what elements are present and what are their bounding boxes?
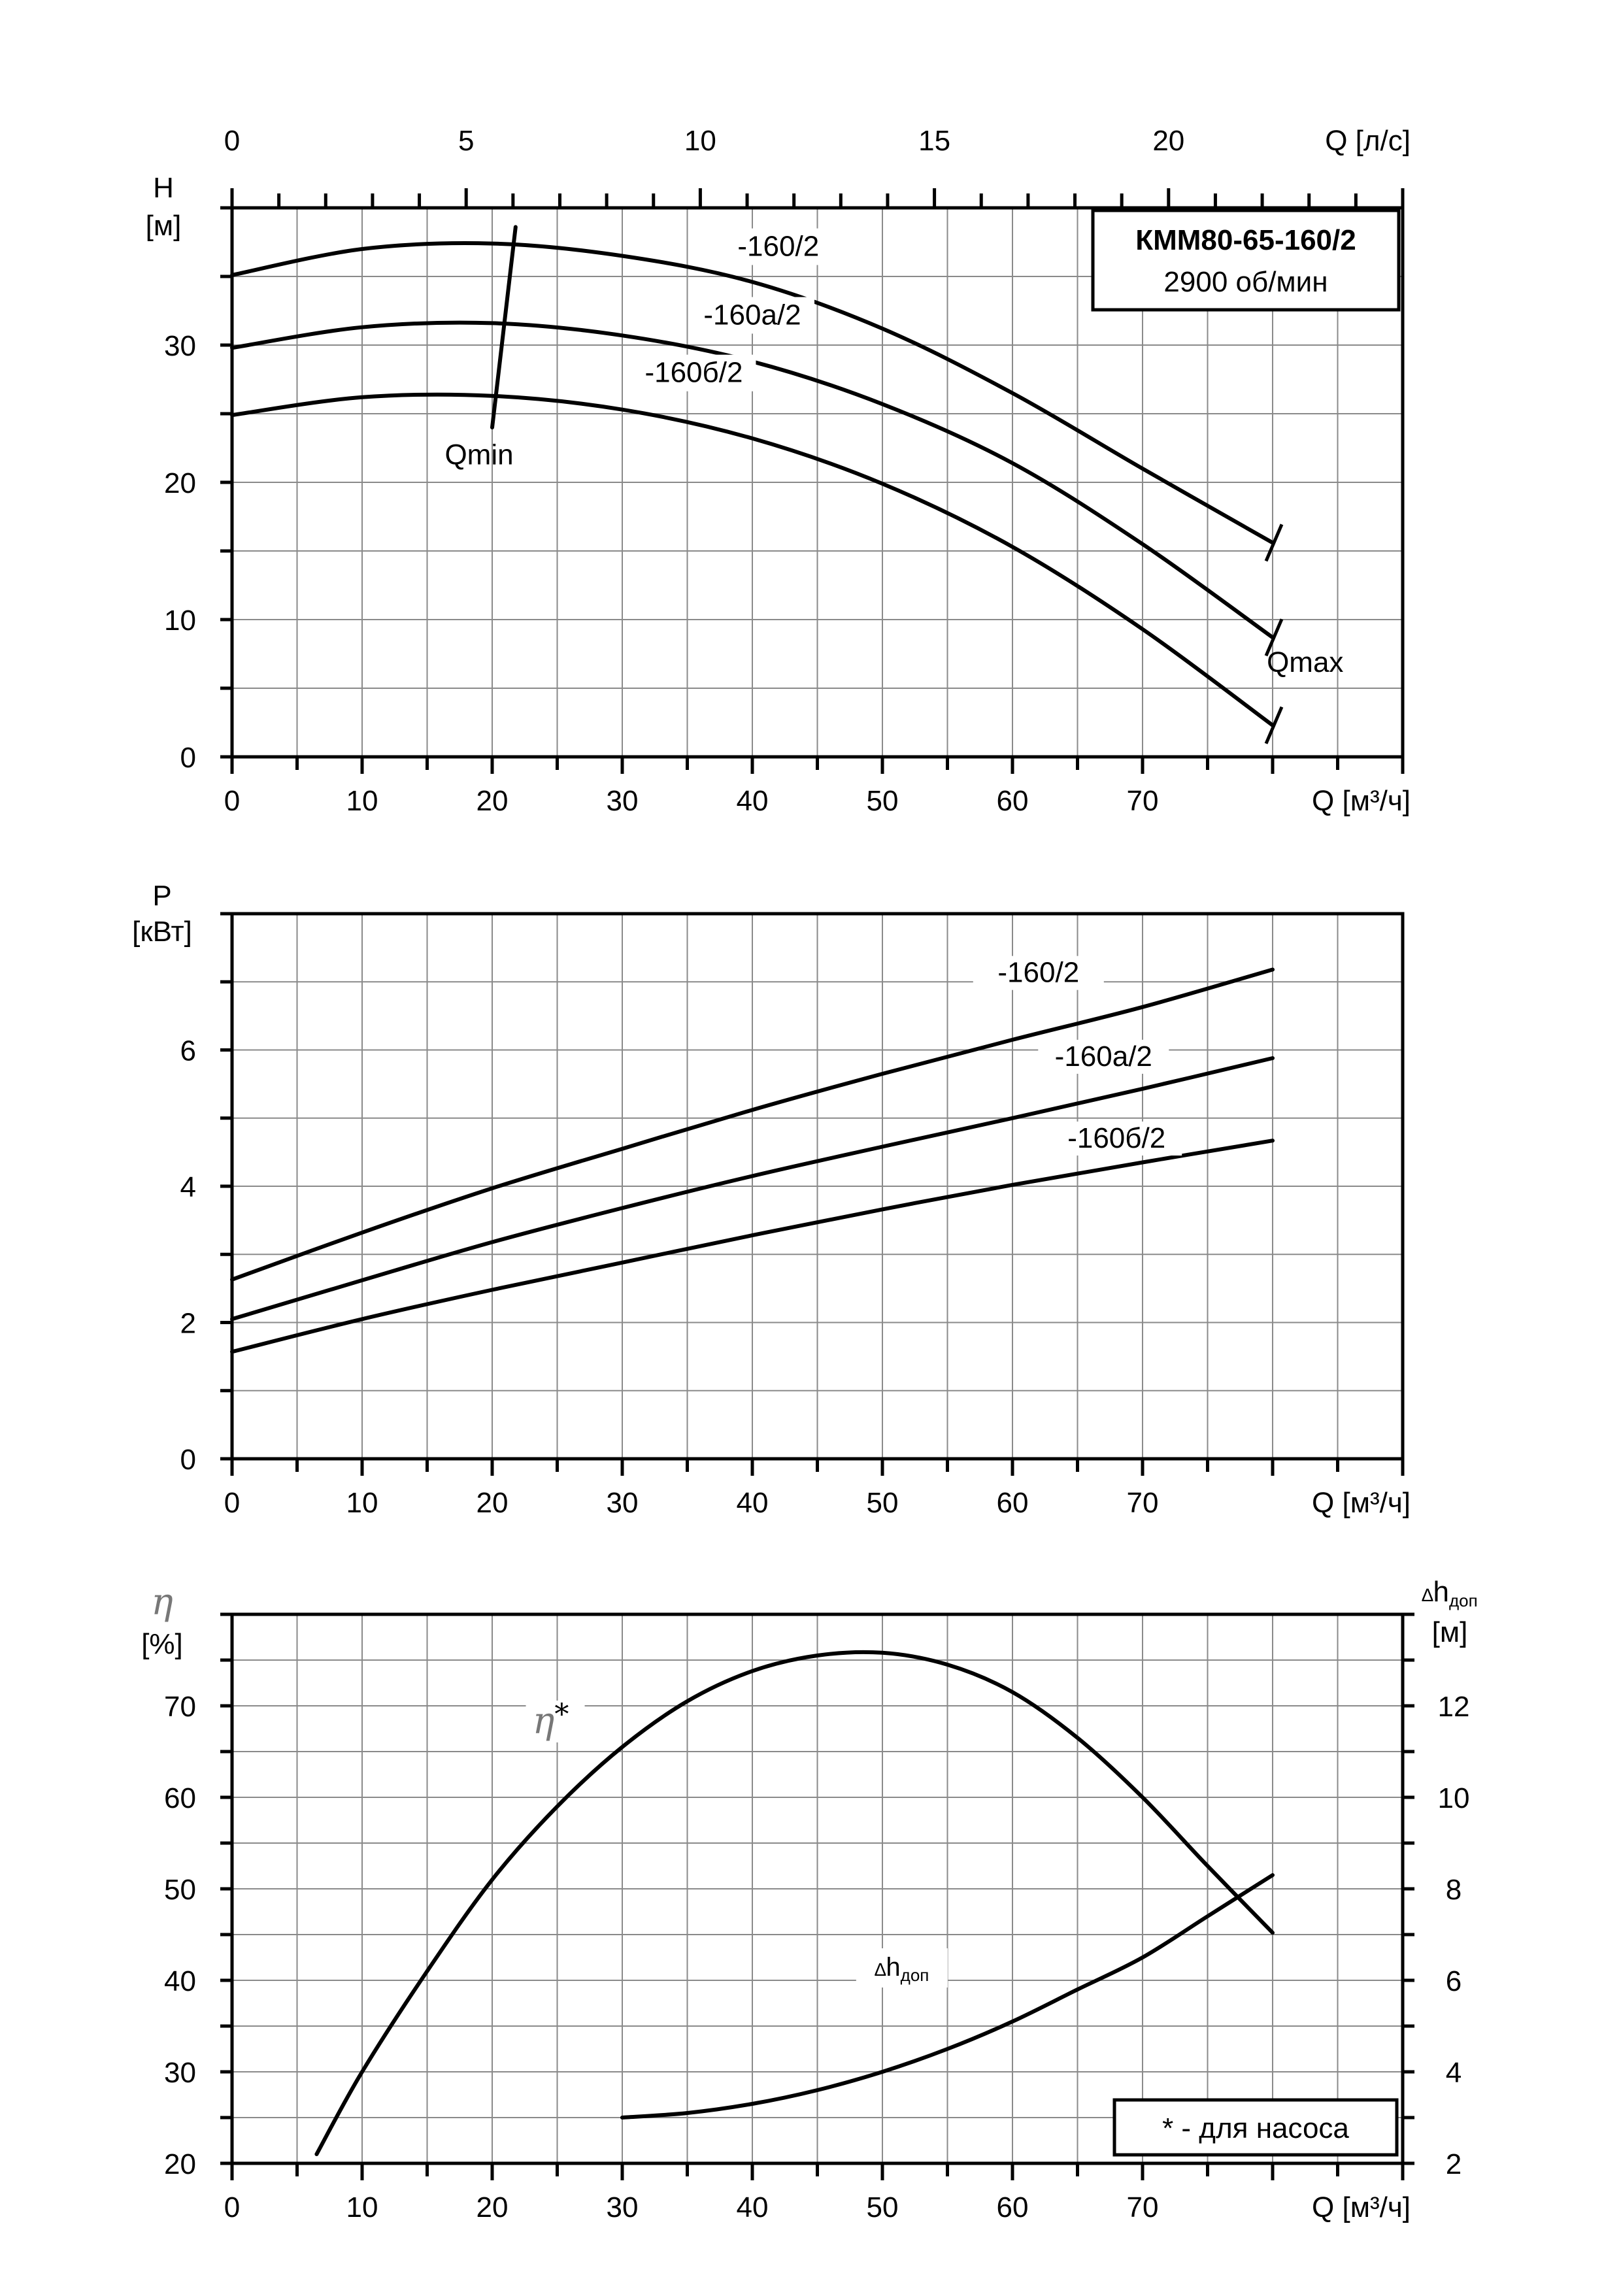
- y-axis-unit: [кВт]: [132, 916, 192, 948]
- y-tick-label: 30: [164, 330, 196, 362]
- panel-3: [141, 1576, 1477, 2223]
- y-tick-label: 4: [180, 1171, 196, 1203]
- y-tick-label: 0: [180, 742, 196, 774]
- qmin-label: Qmin: [444, 439, 514, 471]
- speed-label: 2900 об/мин: [1163, 266, 1328, 298]
- y-tick-label: 10: [164, 605, 196, 637]
- y-tick-label: 20: [164, 2148, 196, 2180]
- top-tick-label: 10: [684, 125, 716, 157]
- series-label: -160а/2: [703, 299, 801, 331]
- x-axis-label: Q [м³/ч]: [1312, 785, 1411, 817]
- x-tick-label: 50: [866, 1487, 899, 1519]
- x-tick-label: 10: [346, 2191, 378, 2223]
- series-label: -160/2: [997, 956, 1080, 989]
- y-tick-label: 0: [180, 1444, 196, 1476]
- x-tick-label: 30: [606, 1487, 639, 1519]
- y-axis-unit: [%]: [141, 1628, 183, 1660]
- y-tick-label: 40: [164, 1965, 196, 1997]
- note-text: * - для насоса: [1162, 2112, 1349, 2144]
- x-tick-label: 10: [346, 785, 378, 817]
- qmax-mark: [1266, 707, 1282, 744]
- y-axis-label: H: [153, 172, 174, 204]
- qmax-label: Qmax: [1267, 646, 1344, 678]
- y-tick-label: 6: [180, 1035, 196, 1067]
- y-tick-label: 70: [164, 1691, 196, 1723]
- x-tick-label: 40: [736, 785, 769, 817]
- x-tick-label: 40: [736, 1487, 769, 1519]
- top-tick-label: 20: [1152, 125, 1185, 157]
- x-tick-label: 40: [736, 2191, 769, 2223]
- top-tick-label: 0: [224, 125, 241, 157]
- y-axis-label: P: [152, 880, 172, 912]
- series-label: ∆hдоп: [875, 1953, 929, 1985]
- y-right-tick-label: 12: [1437, 1691, 1470, 1723]
- series-label: -160б/2: [1067, 1122, 1166, 1155]
- y-tick-label: 20: [164, 467, 196, 499]
- x-tick-label: 70: [1126, 1487, 1159, 1519]
- x-tick-label: 60: [996, 2191, 1029, 2223]
- series-label: -160а/2: [1054, 1040, 1152, 1073]
- x-tick-label: 30: [606, 785, 639, 817]
- y-right-tick-label: 6: [1445, 1965, 1462, 1997]
- y-right-tick-label: 10: [1437, 1782, 1470, 1814]
- x-axis-label: Q [м³/ч]: [1312, 2191, 1411, 2223]
- x-tick-label: 60: [996, 1487, 1029, 1519]
- y-right-axis-unit: [м]: [1431, 1616, 1468, 1648]
- top-axis-label: Q [л/с]: [1325, 125, 1411, 157]
- y-right-tick-label: 4: [1445, 2057, 1462, 2089]
- y-axis-label: η: [151, 1581, 173, 1623]
- x-tick-label: 10: [346, 1487, 378, 1519]
- x-tick-label: 0: [224, 1487, 241, 1519]
- x-tick-label: 60: [996, 785, 1029, 817]
- series-label: η*: [532, 1698, 569, 1742]
- x-tick-label: 30: [606, 2191, 639, 2223]
- y-axis-unit: [м]: [145, 210, 182, 242]
- x-tick-label: 70: [1126, 785, 1159, 817]
- x-tick-label: 20: [476, 785, 509, 817]
- y-right-tick-label: 2: [1445, 2148, 1462, 2180]
- series-label: -160б/2: [644, 356, 743, 389]
- y-tick-label: 60: [164, 1782, 196, 1814]
- x-tick-label: 0: [224, 785, 241, 817]
- series-label: -160/2: [737, 230, 820, 263]
- y-tick-label: 30: [164, 2057, 196, 2089]
- x-tick-label: 0: [224, 2191, 241, 2223]
- y-right-tick-label: 8: [1445, 1874, 1462, 1906]
- x-tick-label: 50: [866, 785, 899, 817]
- x-tick-label: 70: [1126, 2191, 1159, 2223]
- y-right-axis-label: ∆hдоп: [1422, 1576, 1478, 1610]
- y-tick-label: 2: [180, 1307, 196, 1340]
- y-tick-label: 50: [164, 1874, 196, 1906]
- x-tick-label: 50: [866, 2191, 899, 2223]
- qmax-mark: [1266, 524, 1282, 561]
- top-tick-label: 5: [458, 125, 475, 157]
- panel-2: [132, 880, 1411, 1519]
- panel-1: [146, 125, 1411, 817]
- model-label: КММ80-65-160/2: [1135, 224, 1356, 256]
- x-axis-label: Q [м³/ч]: [1312, 1487, 1411, 1519]
- x-tick-label: 20: [476, 1487, 509, 1519]
- curve-efficiency: [316, 1652, 1273, 2154]
- top-tick-label: 15: [918, 125, 951, 157]
- x-tick-label: 20: [476, 2191, 509, 2223]
